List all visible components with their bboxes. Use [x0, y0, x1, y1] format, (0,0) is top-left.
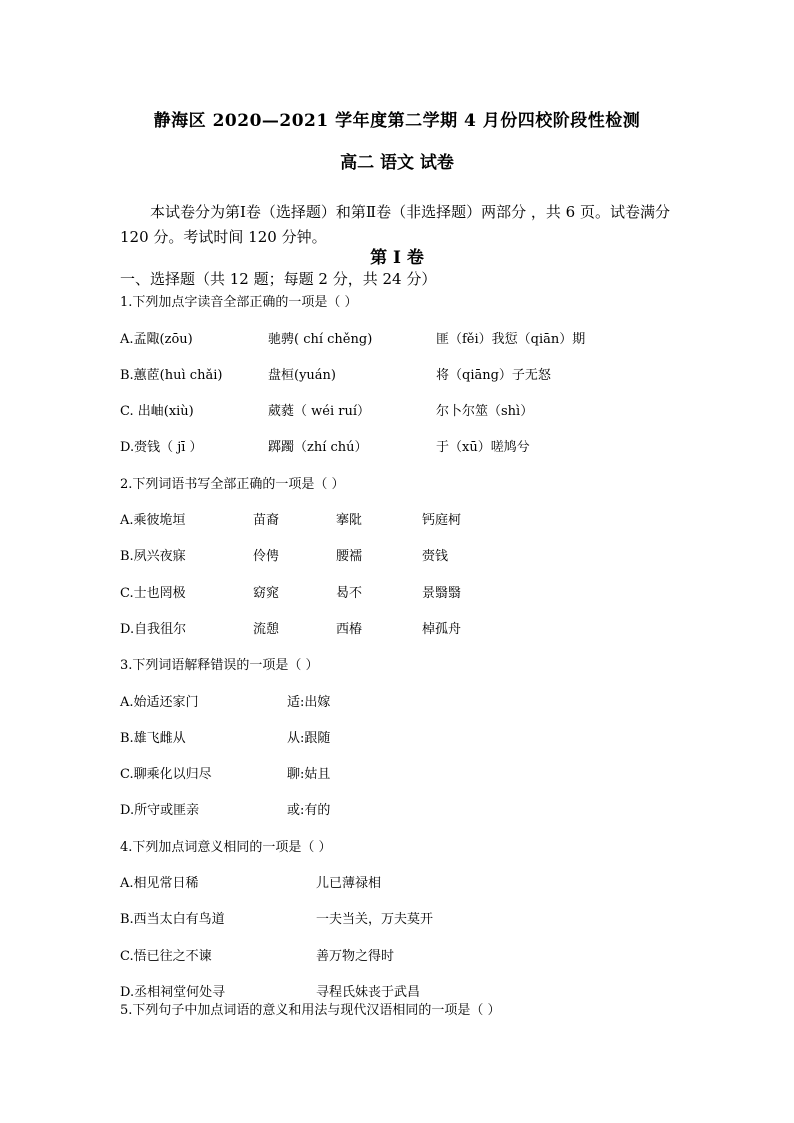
option-a-text: A.始适还家门 — [120, 695, 199, 710]
option-row — [120, 981, 720, 1001]
option-c-word3: 尔卜尔筮（shì） — [436, 404, 534, 419]
option-d-word2: 流憩 — [253, 622, 280, 637]
option-c-word2: 窈窕 — [253, 586, 280, 601]
option-b-sentence1: B.西当太白有鸟道 — [120, 912, 225, 927]
option-c-word3: 曷不 — [336, 586, 363, 601]
section-heading: 一、选择题（共 12 题；每题 2 分，共 24 分） — [120, 270, 437, 288]
option-b-word1: B.夙兴夜寐 — [120, 549, 186, 564]
option-b-word3: 将（qiāng）子无怒 — [436, 368, 551, 383]
option-a-sentence1: A.相见常日稀 — [120, 876, 199, 891]
option-row — [120, 727, 720, 747]
question-stem: 3.下列词语解释错误的一项是（ ） — [120, 658, 319, 673]
option-c-word4: 景翳翳 — [422, 586, 462, 601]
option-c-word2: 葳蕤（ wéi ruí） — [268, 404, 370, 419]
option-d-sentence2: 寻程氏妹丧于武昌 — [316, 985, 421, 1000]
option-row — [120, 763, 720, 783]
option-row — [120, 691, 720, 711]
option-a-explanation: 适:出嫁 — [287, 695, 331, 710]
option-row — [120, 618, 720, 638]
option-d-text: D.所守或匪亲 — [120, 803, 200, 818]
option-d-word4: 棹孤舟 — [422, 622, 462, 637]
option-row — [120, 328, 720, 348]
option-a-word1: A.乘彼垝垣 — [120, 513, 186, 528]
option-d-explanation: 或:有的 — [287, 803, 331, 818]
option-b-word1: B.蕙茝(huì chǎi) — [120, 368, 223, 383]
option-b-word2: 伶俜 — [253, 549, 280, 564]
exam-title: 静海区 2020—2021 学年度第二学期 4 月份四校阶段性检测 — [153, 111, 641, 131]
option-b-text: B.雄飞雌从 — [120, 731, 186, 746]
option-c-word1: C. 出岫(xiù) — [120, 404, 194, 419]
option-a-sentence2: 儿已薄禄相 — [316, 876, 382, 891]
option-c-sentence2: 善万物之得时 — [316, 949, 395, 964]
option-c-word1: C.士也罔极 — [120, 586, 186, 601]
option-row — [120, 582, 720, 602]
option-d-word3: 于（xū）嗟鸠兮 — [436, 440, 530, 455]
option-row — [120, 509, 720, 529]
question-stem: 5.下列句子中加点词语的意义和用法与现代汉语相同的一项是（ ） — [120, 1003, 501, 1018]
volume-heading: 第 Ⅰ 卷 — [370, 248, 424, 268]
option-row — [120, 945, 720, 965]
option-a-word3: 搴阰 — [336, 513, 363, 528]
question-stem: 2.下列词语书写全部正确的一项是（ ） — [120, 477, 345, 492]
option-row — [120, 545, 720, 565]
option-a-word4: 钙庭柯 — [422, 513, 462, 528]
option-row — [120, 908, 720, 928]
option-a-word2: 苗裔 — [253, 513, 280, 528]
question-stem: 1.下列加点字读音全部正确的一项是（ ） — [120, 295, 358, 310]
option-d-word2: 踯躅（zhí chú） — [268, 440, 368, 455]
option-d-word1: D.自我徂尔 — [120, 622, 187, 637]
option-c-explanation: 聊:姑且 — [287, 767, 331, 782]
option-row — [120, 872, 720, 892]
option-row — [120, 364, 720, 384]
question-stem: 4.下列加点词意义相同的一项是（ ） — [120, 840, 332, 855]
option-a-word1: A.孟陬(zōu) — [120, 332, 193, 347]
option-b-word2: 盘桓(yuán) — [268, 368, 336, 383]
option-b-sentence2: 一夫当关，万夫莫开 — [316, 912, 434, 927]
option-c-text: C.聊乘化以归尽 — [120, 767, 212, 782]
option-a-word3: 匪（fěi）我愆（qiān）期 — [436, 332, 586, 347]
exam-subtitle: 高二 语文 试卷 — [340, 153, 454, 173]
option-d-word3: 西椿 — [336, 622, 363, 637]
option-b-word4: 赍钱 — [422, 549, 449, 564]
option-d-sentence1: D.丞相祠堂何处寻 — [120, 985, 226, 1000]
exam-intro: 本试卷分为第Ⅰ卷（选择题）和第Ⅱ卷（非选择题）两部分 ，共 6 页。试卷满分 120 分。考试时间 120 分钟。 — [120, 203, 670, 246]
option-b-explanation: 从:跟随 — [287, 731, 331, 746]
option-c-sentence1: C.悟已往之不谏 — [120, 949, 212, 964]
option-row — [120, 400, 720, 420]
option-b-word3: 腰襦 — [336, 549, 363, 564]
option-d-word1: D.赍钱（ jī ） — [120, 440, 203, 455]
option-row — [120, 799, 720, 819]
option-a-word2: 驰骋( chí chěng) — [268, 332, 373, 347]
option-row — [120, 436, 720, 456]
